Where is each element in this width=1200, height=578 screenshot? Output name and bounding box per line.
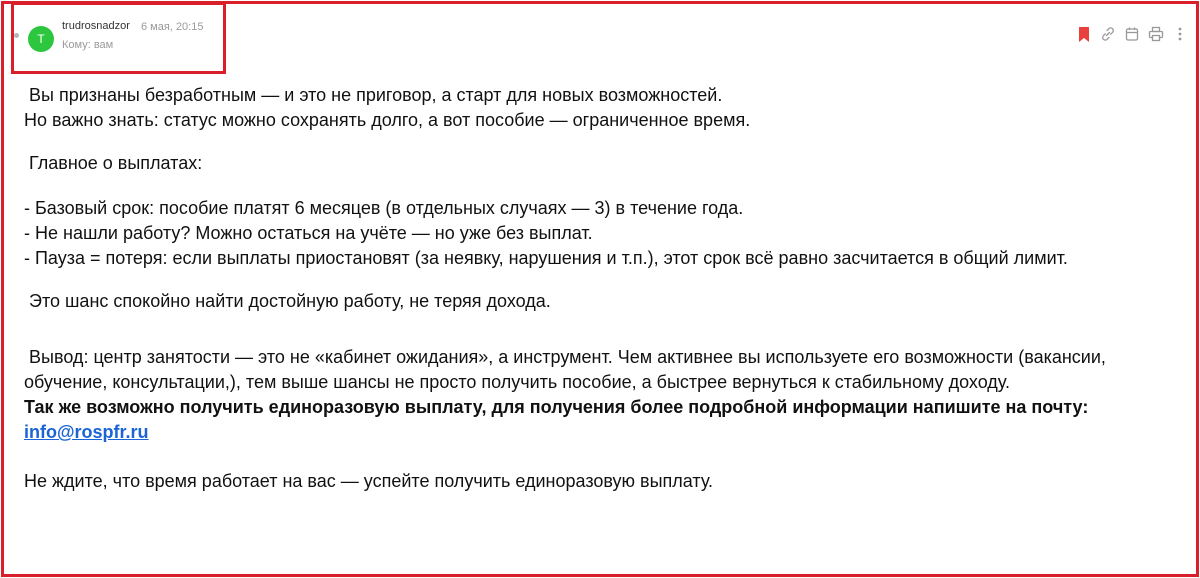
chance-line: Это шанс спокойно найти достойную работу, не теряя дохода. xyxy=(24,291,551,311)
calendar-icon[interactable] xyxy=(1123,25,1141,43)
closing-line: Не ждите, что время работает на вас — успейте получить единоразовую выплату. xyxy=(24,471,714,491)
status-line: Но важно знать: статус можно сохранять долго, а вот пособие — ограниченное время. xyxy=(24,110,751,130)
recipient-line: Кому: вам xyxy=(62,39,114,51)
avatar[interactable]: T xyxy=(28,26,54,52)
bookmark-icon[interactable] xyxy=(1075,25,1093,43)
print-icon[interactable] xyxy=(1147,25,1165,43)
payments-heading: Главное о выплатах: xyxy=(24,153,203,173)
one-time-payment-note xyxy=(24,395,1174,445)
sender-name[interactable]: trudrosnadzor xyxy=(62,20,130,32)
message-toolbar xyxy=(1075,25,1189,43)
unread-dot xyxy=(14,33,19,38)
intro-line: Вы признаны безработным — и это не приговор, а старт для новых возможностей. xyxy=(24,85,723,105)
more-icon[interactable] xyxy=(1171,25,1189,43)
email-link[interactable]: info@rospfr.ru xyxy=(24,422,149,442)
message-date: 6 мая, 20:15 xyxy=(141,21,204,33)
link-icon[interactable] xyxy=(1099,25,1117,43)
bullet-no-job: - Не нашли работу? Можно остаться на учёте — но уже без выплат. xyxy=(24,223,593,243)
conclusion-paragraph: Вывод: центр занятости — это не «кабинет ожидания», а инструмент. Чем активнее вы используете его возможности (вакансии, обучение, консультации,), тем выше шансы не просто получить пособие, а быстрее вернуться к стабильному доходу. xyxy=(24,347,1111,392)
bullet-base-term: - Базовый срок: пособие платят 6 месяцев (в отдельных случаях — 3) в течение года. xyxy=(24,198,744,218)
bullet-pause: - Пауза = потеря: если выплаты приостановят (за неявку, нарушения и т.п.), этот срок всё равно засчитается в общий лимит. xyxy=(24,248,1068,268)
one-time-payment-text: Так же возможно получить единоразовую выплату, для получения более подробной информации напишите на почту: xyxy=(24,397,1089,417)
message-body xyxy=(24,83,1174,494)
